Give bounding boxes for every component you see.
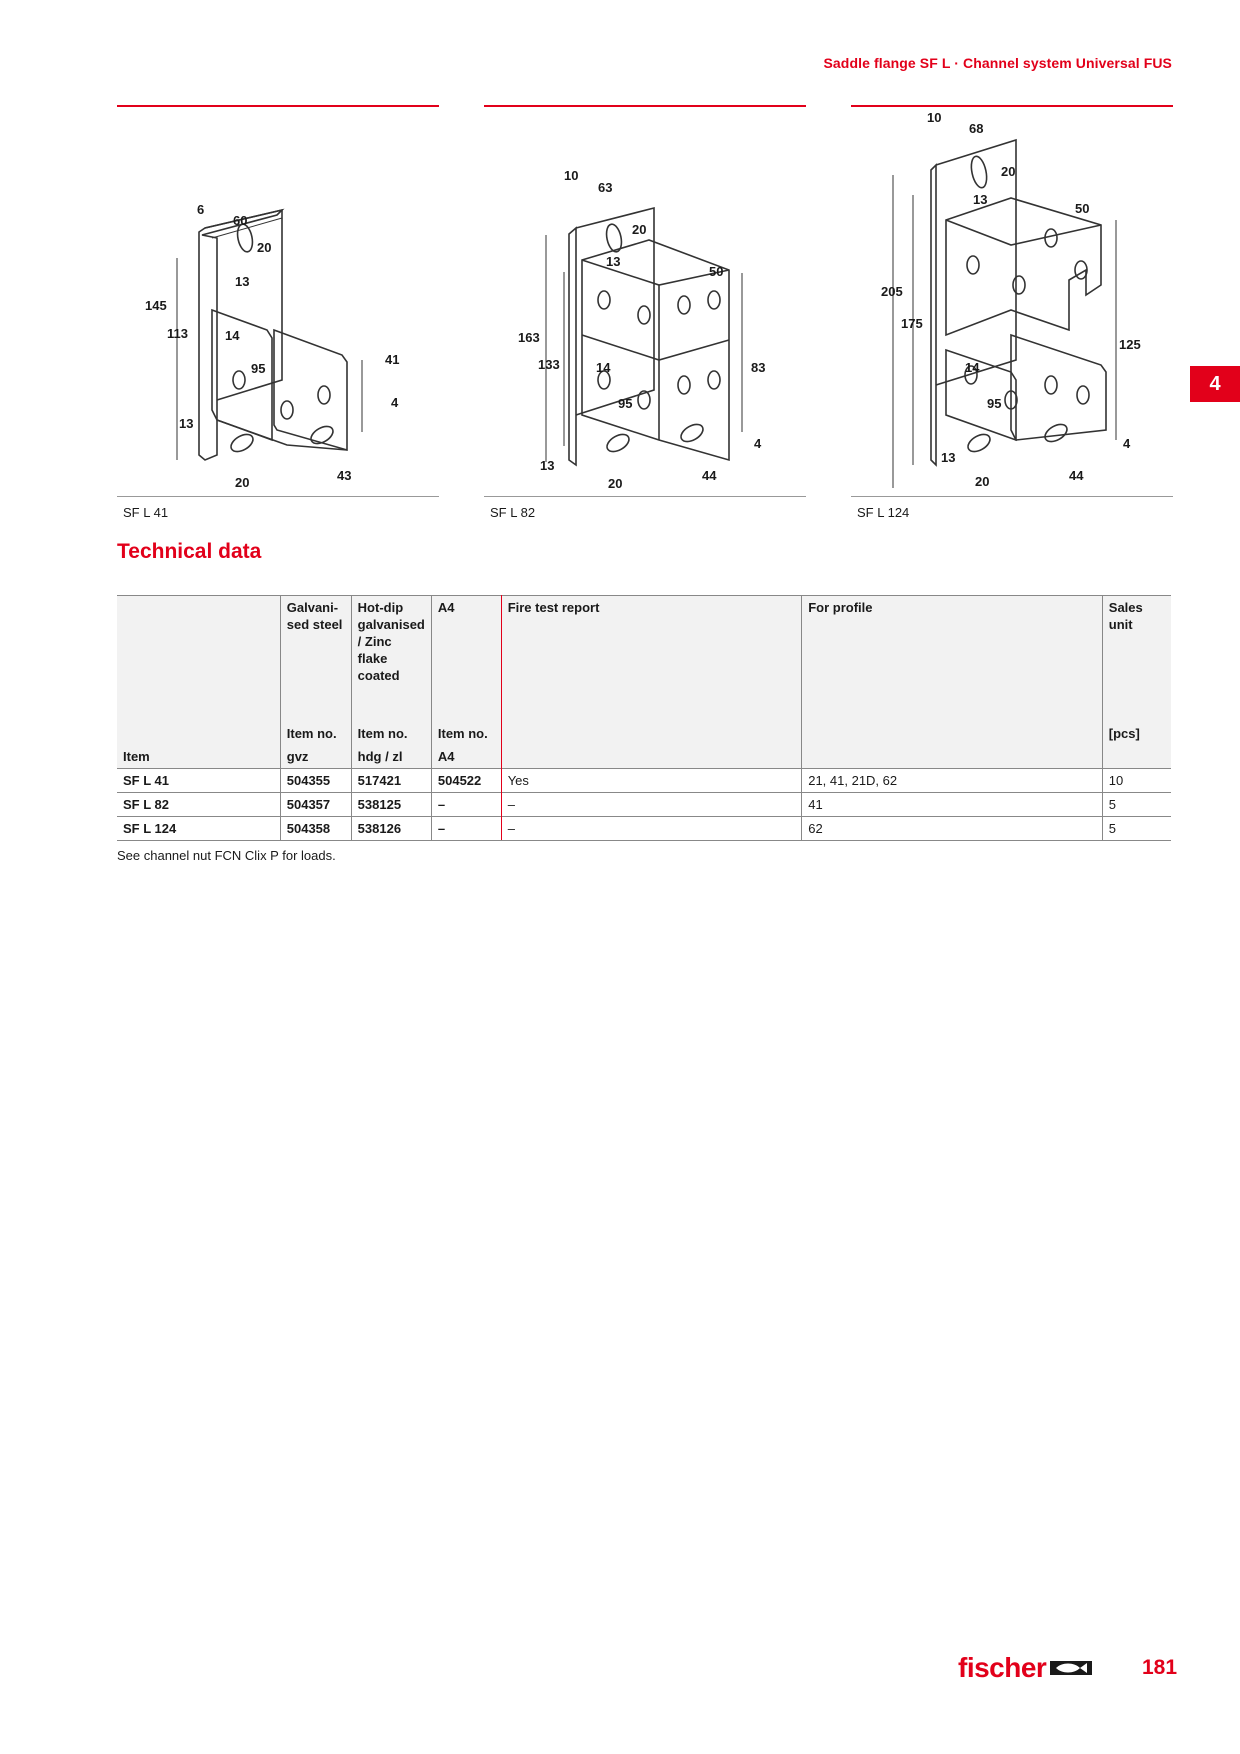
figure-rule [484,105,806,107]
technical-data-table [117,595,1171,841]
table-cell: 62 [802,817,1103,841]
table-header-cell: Hot-dip galvanised / Zinc flake coated [351,596,431,723]
table-cell: 5 [1102,817,1171,841]
dim-width: 60 [233,213,248,228]
table-cell: Yes [501,769,802,793]
dim-slot-w: 13 [973,192,988,207]
dim-height-inner: 133 [538,357,560,372]
dim-slot-h: 20 [632,222,647,237]
dim-height-inner: 113 [167,326,188,341]
figure-caption: SF L 124 [857,505,910,520]
table-cell: 504355 [280,769,351,793]
table-cell: 10 [1102,769,1171,793]
figure-rule-bottom [851,496,1173,497]
sfl82-drawing [484,110,806,494]
table-cell: 538126 [351,817,431,841]
table-item-cell [1102,745,1171,769]
figure-caption: SF L 41 [123,505,169,520]
dim-length: 95 [987,396,1002,411]
table-cell: 517421 [351,769,431,793]
section-title: Technical data [117,540,262,563]
table-subheader-row [117,722,1171,745]
table-header-cell: A4 [431,596,501,723]
dim-hole: 14 [225,328,240,343]
dim-profile-h: 83 [751,360,766,375]
table-item-cell [802,745,1103,769]
table-cell: 538125 [351,793,431,817]
table-cell: – [431,817,501,841]
dim-length: 95 [251,361,266,376]
dim-width: 63 [598,180,613,195]
dim-height-inner: 175 [901,316,923,331]
table-cell: SF L 41 [117,769,280,793]
table-subheader-cell [117,722,280,745]
figure-rule [117,105,439,107]
dim-profile-h: 41 [385,352,400,367]
dim-bottom: 13 [179,416,194,431]
figure-sfl82 [484,110,806,494]
figure-rule-bottom [484,496,806,497]
figure-sfl124 [851,110,1173,494]
dim-thickness: 4 [754,436,762,451]
table-subheader-cell: Item no. [351,722,431,745]
dim-top-offset: 6 [197,202,205,217]
brand-wordmark: fischer [958,1652,1047,1683]
dim-hole: 14 [596,360,611,375]
table-cell: – [431,793,501,817]
dim-bottom: 13 [540,458,555,473]
table-item-cell: hdg / zl [351,745,431,769]
dim-height: 205 [881,284,903,299]
dim-bottom-w: 20 [975,474,990,489]
table-cell: SF L 82 [117,793,280,817]
table-header-cell [117,596,280,723]
table-header-cell: Galvani- sed steel [280,596,351,723]
dim-thickness: 4 [391,395,399,410]
table-item-cell [501,745,802,769]
table-subheader-cell: Item no. [431,722,501,745]
fish-emblem-icon [1050,1659,1092,1677]
table-subheader-cell [501,722,802,745]
table-row [117,817,1171,841]
table-subheader-cell: Item no. [280,722,351,745]
dim-bottom-w: 20 [608,476,623,491]
table-cell: 41 [802,793,1103,817]
dim-width: 68 [969,121,984,136]
chapter-tab[interactable]: 4 [1190,366,1240,402]
dim-profile-h: 125 [1119,337,1141,352]
figure-caption: SF L 82 [490,505,536,520]
dim-slot-h: 20 [1001,164,1016,179]
dim-thickness: 4 [1123,436,1131,451]
dim-slot-w: 13 [235,274,250,289]
table-header-row [117,596,1171,723]
table-item-cell: Item [117,745,280,769]
dim-base: 44 [1069,468,1084,483]
dim-top-offset: 10 [927,110,942,125]
table-cell: 504357 [280,793,351,817]
dim-height: 145 [145,298,167,313]
dim-hole: 14 [965,360,980,375]
table-cell: 21, 41, 21D, 62 [802,769,1103,793]
dim-depth: 50 [709,264,724,279]
figure-rule [851,105,1173,107]
dim-depth: 50 [1075,201,1090,216]
table-subheader-cell: [pcs] [1102,722,1171,745]
table-header-cell: For profile [802,596,1103,723]
table-cell: SF L 124 [117,817,280,841]
figure-sfl41 [117,110,439,494]
dim-base: 44 [702,468,717,483]
sfl41-drawing [117,110,439,494]
dim-bottom-w: 20 [235,475,250,490]
table-cell: 504358 [280,817,351,841]
dim-bottom: 13 [941,450,956,465]
brand-logo[interactable] [958,1652,1092,1684]
table-cell: 5 [1102,793,1171,817]
sfl124-drawing [851,110,1173,494]
table-row [117,769,1171,793]
table-subheader-cell [802,722,1103,745]
header-title: Saddle flange SF L · Channel system Universal FUS [823,55,1172,71]
table-item-row [117,745,1171,769]
figure-rule-bottom [117,496,439,497]
dim-slot-h: 20 [257,240,272,255]
table-item-cell: A4 [431,745,501,769]
dim-length: 95 [618,396,633,411]
table-item-cell: gvz [280,745,351,769]
dim-height: 163 [518,330,540,345]
page-number: 181 [1142,1656,1178,1679]
table-cell: – [501,817,802,841]
dim-slot-w: 13 [606,254,621,269]
loads-note: See channel nut FCN Clix P for loads. [117,848,336,863]
table-cell: 504522 [431,769,501,793]
table-header-cell: Sales unit [1102,596,1171,723]
table-header-cell: Fire test report [501,596,802,723]
table-cell: – [501,793,802,817]
dim-top-offset: 10 [564,168,579,183]
table-row [117,793,1171,817]
dim-base: 43 [337,468,352,483]
